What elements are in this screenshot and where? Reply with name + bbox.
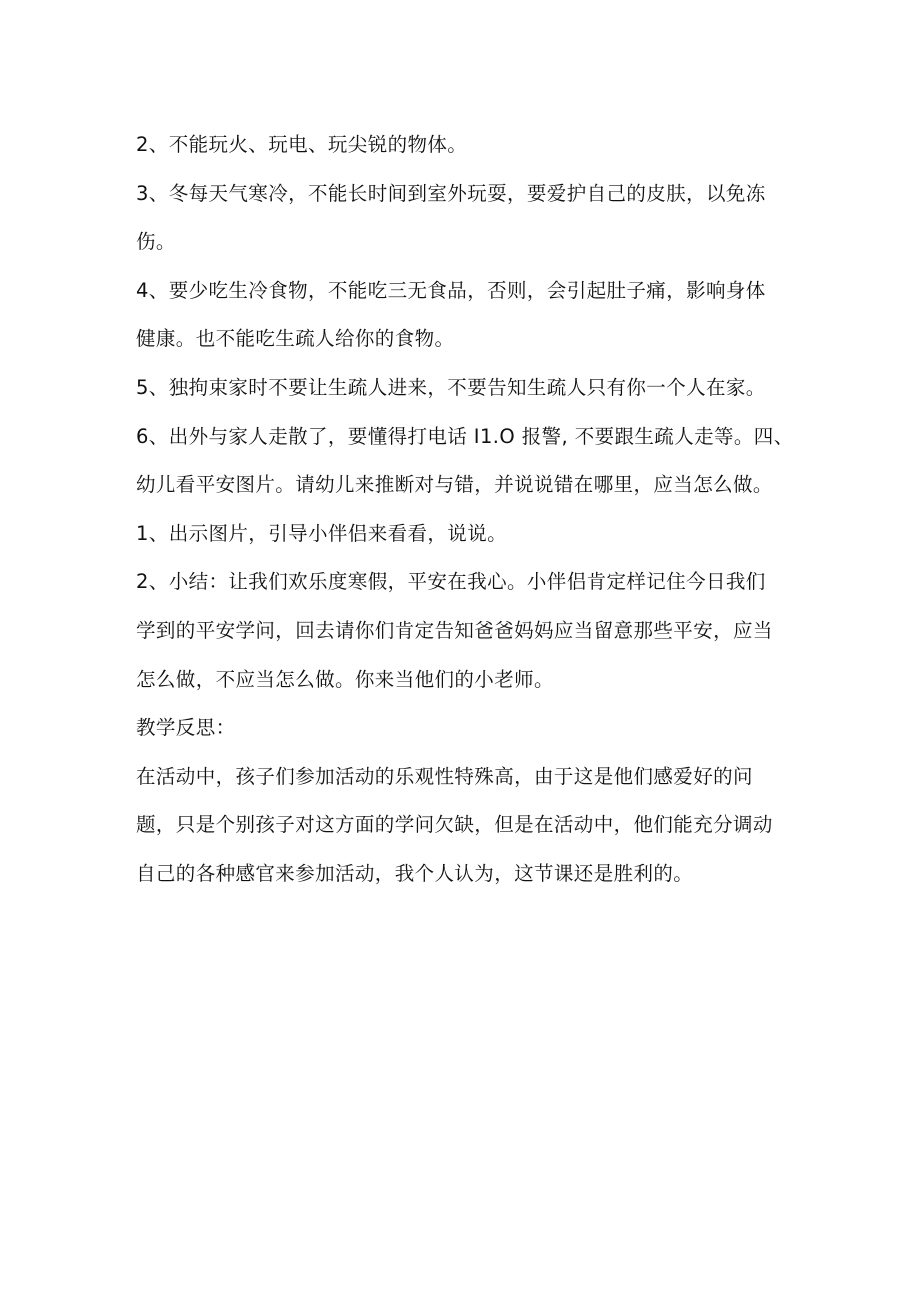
text-line-item-3-part-1: 3、冬每天气寒冷，不能长时间到室外玩耍，要爱护自己的皮肤，以免冻	[136, 181, 766, 205]
reflection-line-2: 题，只是个别孩子对这方面的学问欠缺，但是在活动中，他们能充分调动	[136, 813, 773, 837]
document-body	[136, 121, 794, 899]
text-line-item-4-part-1: 4、要少吃生冷食物，不能吃三无食品，否则，会引起肚子痛，影响身体	[136, 278, 766, 302]
text-line-item-5: 5、独拘束家时不要让生疏人进来，不要告知生疏人只有你一个人在家。	[136, 375, 766, 399]
text-line-section-4: 幼儿看平安图片。请幼儿来推断对与错，并说说错在哪里，应当怎么做。	[136, 473, 773, 497]
text-line-item-4-part-2: 健康。也不能吃生疏人给你的食物。	[136, 327, 455, 351]
reflection-line-1: 在活动中，孩子们参加活动的乐观性特殊高，由于这是他们感爱好的问	[136, 764, 753, 788]
text-line-item-6: 6、出外与家人走散了，要懂得打电话 I1.O 报警, 不要跟生疏人走等。四、	[136, 424, 794, 448]
text-line-step-1: 1、出示图片，引导小伴侣来看看，说说。	[136, 521, 508, 545]
text-line-item-2: 2、不能玩火、玩电、玩尖锐的物体。	[136, 133, 468, 156]
reflection-heading: 教学反思：	[136, 716, 236, 740]
reflection-line-3: 自己的各种感官来参加活动，我个人认为，这节课还是胜利的。	[136, 861, 694, 885]
text-line-step-2-part-3: 怎么做，不应当怎么做。你来当他们的小老师。	[136, 667, 554, 691]
text-line-step-2-part-2: 学到的平安学问，回去请你们肯定告知爸爸妈妈应当留意那些平安，应当	[136, 618, 773, 642]
text-line-item-3-part-2: 伤。	[136, 230, 176, 254]
text-line-step-2-part-1: 2、小结：让我们欢乐度寒假，平安在我心。小伴侣肯定样记住今日我们	[136, 570, 766, 594]
